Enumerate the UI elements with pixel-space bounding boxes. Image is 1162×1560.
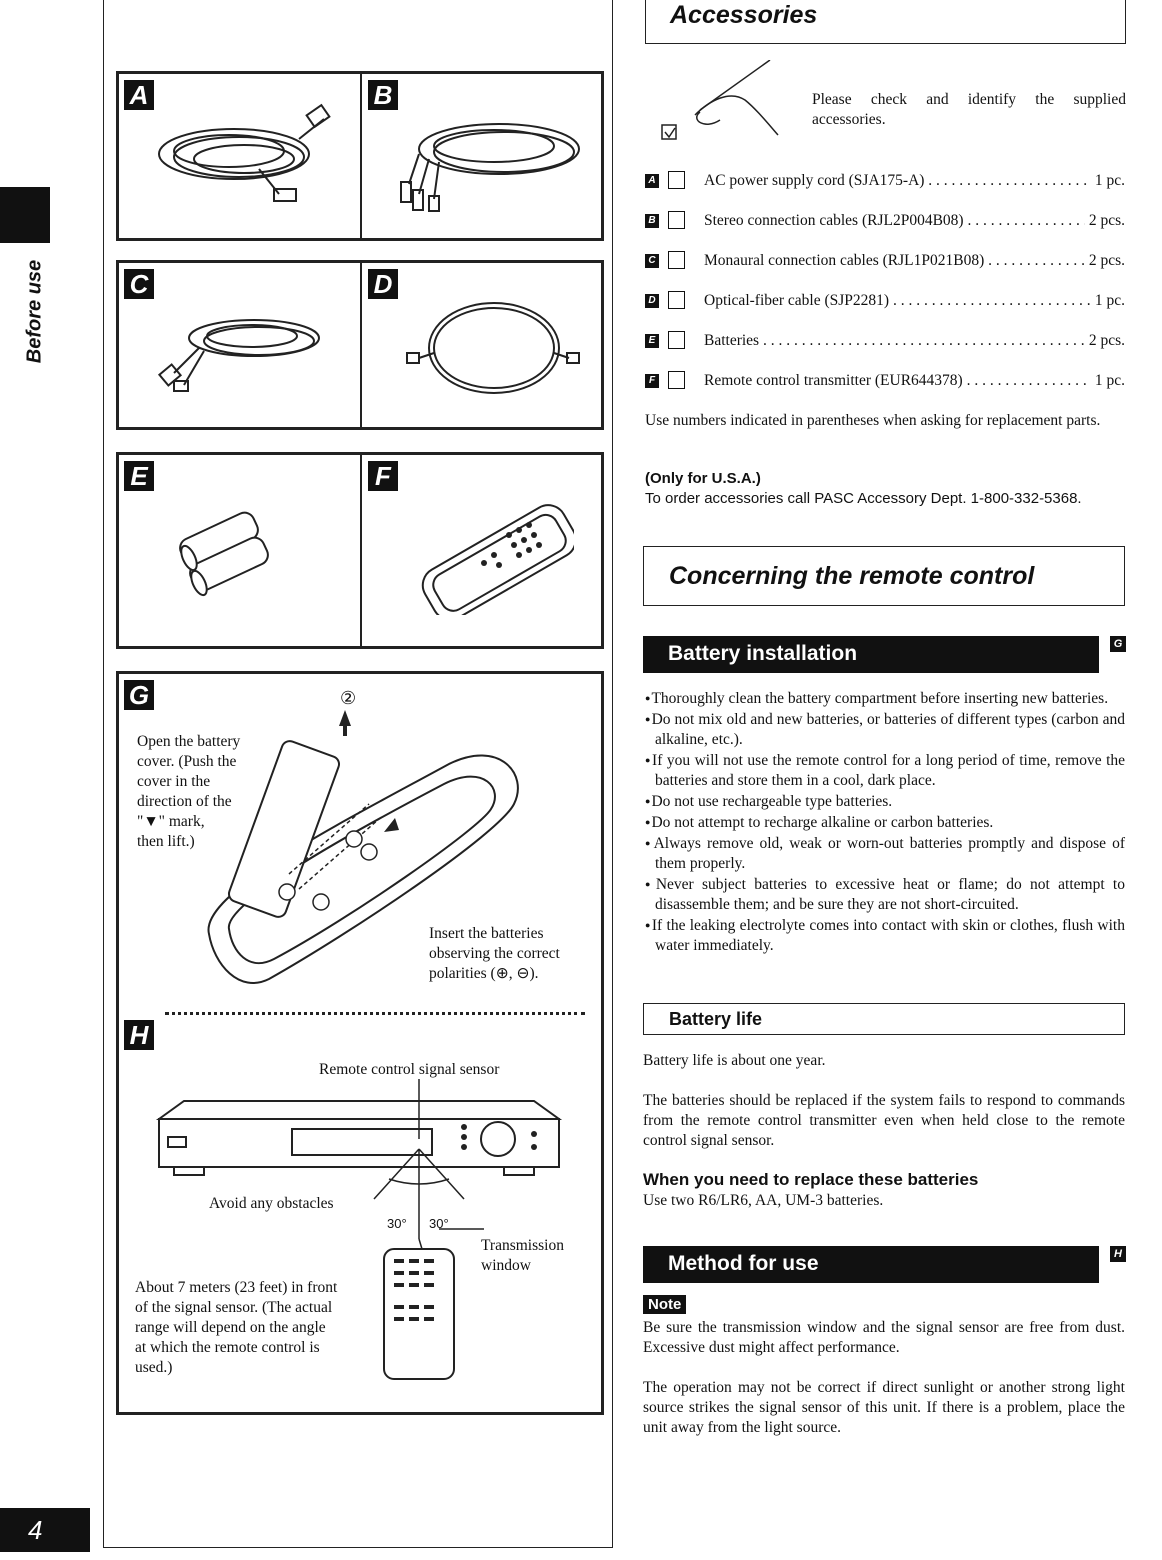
accessory-item [645,370,1125,392]
check-box[interactable] [668,331,685,349]
item-qty: 1 pc. [1091,290,1125,312]
replace-batteries-heading: When you need to replace these batteries [643,1170,979,1189]
stereo-cable-illustration [389,104,589,214]
dotted-separator [165,1012,585,1015]
item-chip: F [645,374,659,388]
section-label: Before use [23,259,46,364]
figure-letter-f: F [368,461,398,491]
check-box[interactable] [668,371,685,389]
g-caption-open-cover: Open the battery cover. (Push the cover in the direction of the "▼" mark, then lift.) [137,733,241,850]
accessory-item [645,290,1125,312]
list-item: ● Do not attempt to recharge alkaline or carbon batteries. [645,812,1125,833]
item-chip: D [645,294,659,308]
item-name: Monaural connection cables (RJL1P021B08) . . . [704,250,1125,272]
figure-letter-c: C [124,269,154,299]
h-range-caption: About 7 meters (23 feet) in front of the signal sensor. (The actual range will depend on the angle at which the remote control is used.) [135,1279,338,1376]
item-name: Remote control transmitter (EUR644378) . . . [704,370,1125,392]
item-qty: 1 pc. [1091,170,1125,192]
remote-control-illustration [414,495,574,615]
list-item: ● If you will not use the remote control for a long period of time, remove the batteries and store them in a cool, dark place. [645,750,1125,791]
list-item: ● Thoroughly clean the battery compartment before inserting new batteries. [645,688,1125,709]
check-box[interactable] [668,211,685,229]
monaural-cable-illustration [154,303,334,393]
check-hand-icon [660,60,780,145]
accessory-item [645,210,1125,232]
figure-panel-ef [116,452,604,649]
item-qty: 2 pcs. [1085,250,1125,272]
optical-cable-illustration [399,293,589,403]
figure-panel-gh [116,671,604,1415]
battery-installation-list [645,688,1125,956]
item-name: Stereo connection cables (RJL2P004B08) . . . [704,210,1125,232]
replace-batteries-text: Use two R6/LR6, AA, UM-3 batteries. [643,1192,884,1209]
accessory-item [645,170,1125,192]
g-caption-insert-batteries: Insert the batteries observing the correct polarities (⊕, ⊖). [429,925,560,982]
battery-installation-heading: Battery installation [643,636,1099,673]
item-name: AC power supply cord (SJA175-A) . . . [704,170,1125,192]
figure-letter-d: D [368,269,398,299]
list-item: ● Always remove old, weak or worn-out batteries promptly and dispose of them properly. [645,833,1125,874]
item-qty: 1 pc. [1091,370,1125,392]
accessory-item [645,330,1125,352]
figure-letter-g: G [124,680,154,710]
figure-panel-ab [116,71,604,241]
figure-panel-cd [116,260,604,430]
h-transmission-window: Transmission window [481,1237,564,1274]
method-light-source-text: The operation may not be correct if direct sunlight or another strong light source strikes the signal sensor of this unit. If there is a problem, place the unit away from the light source. [643,1379,1125,1436]
accessories-intro: Please check and identify the supplied accessories. [812,91,1126,128]
h-angle-left: 30° [387,1216,407,1231]
center-column-rule [612,0,613,1548]
figure-letter-h: H [124,1020,154,1050]
note-label: Note [643,1295,686,1314]
item-chip: B [645,214,659,228]
left-margin-rule [103,0,104,1548]
usa-order-text: To order accessories call PASC Accessory Dept. 1-800-332-5368. [645,490,1082,507]
list-item: ● Do not mix old and new batteries, or batteries of different types (carbon and alkaline, etc.). [645,709,1125,750]
item-chip: A [645,174,659,188]
bottom-rule [103,1547,613,1548]
item-name: Batteries . . . [704,330,1125,352]
method-for-use-heading: Method for use [643,1246,1099,1283]
figure-letter-e: E [124,461,154,491]
battery-replace-condition: The batteries should be replaced if the system fails to respond to commands from the remote control transmitter even when held close to the remote control signal sensor. [643,1092,1125,1149]
check-box[interactable] [668,291,685,309]
h-angle-right: 30° [429,1216,449,1231]
power-cord-illustration [149,99,339,209]
battery-life-heading: Battery life [643,1003,1125,1035]
section-tab-block [0,187,50,243]
method-note-text: Be sure the transmission window and the signal sensor are free from dust. Excessive dust might affect performance. [643,1319,1125,1356]
accessory-item [645,250,1125,272]
batteries-illustration [169,510,289,600]
figure-ref-g: G [1110,636,1126,652]
list-item: ● Do not use rechargeable type batteries. [645,791,1125,812]
item-name: Optical-fiber cable (SJP2281) . . . [704,290,1125,312]
usa-heading: (Only for U.S.A.) [645,470,761,487]
remote-control-title: Concerning the remote control [643,546,1125,606]
figure-letter-a: A [124,80,154,110]
h-sensor-label: Remote control signal sensor [319,1061,500,1078]
list-item: ● If the leaking electrolyte comes into contact with skin or clothes, flush with water immediately. [645,915,1125,956]
item-chip: E [645,334,659,348]
list-item: ● Never subject batteries to excessive heat or flame; do not attempt to disassemble them; and be sure they are not short-circuited. [645,874,1125,915]
item-chip: C [645,254,659,268]
check-box[interactable] [668,171,685,189]
h-avoid-obstacles: Avoid any obstacles [209,1195,334,1212]
accessories-title: Accessories [645,0,1126,44]
g-step-2-marker: ② [340,688,357,708]
battery-life-text: Battery life is about one year. [643,1052,826,1069]
check-box[interactable] [668,251,685,269]
replacement-parts-note: Use numbers indicated in parentheses when asking for replacement parts. [645,412,1101,429]
item-qty: 2 pcs. [1085,330,1125,352]
figure-ref-h: H [1110,1246,1126,1262]
page-number: 4 [0,1508,90,1552]
figure-letter-b: B [368,80,398,110]
item-qty: 2 pcs. [1085,210,1125,232]
